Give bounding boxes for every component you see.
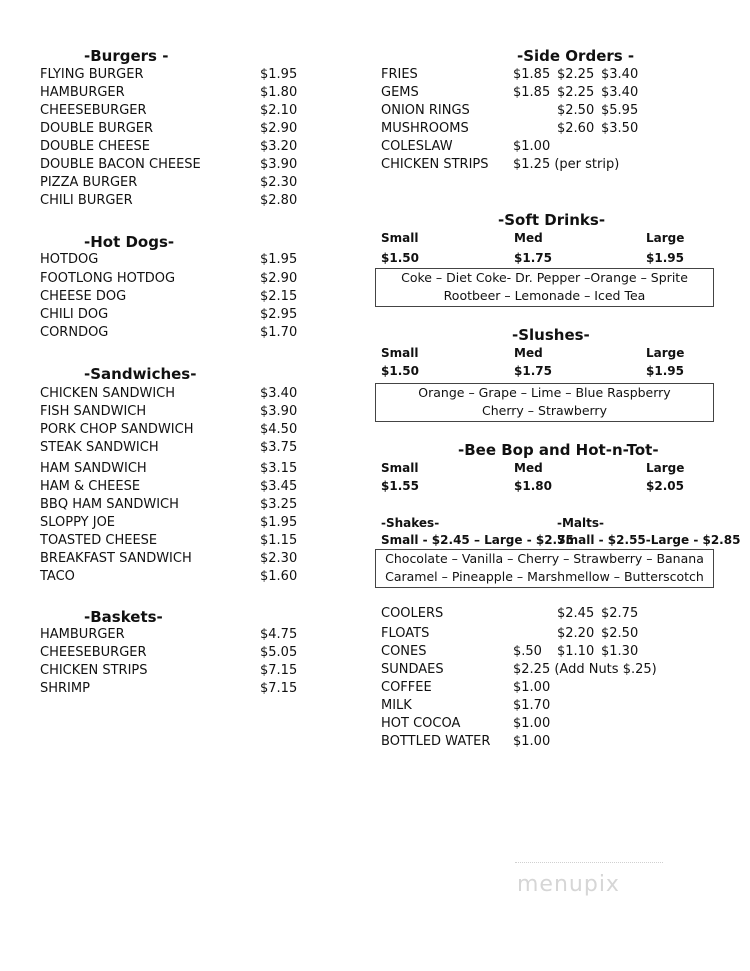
- menu-item-price: $2.10: [260, 103, 298, 118]
- slushes-price-small: $1.50: [381, 364, 419, 378]
- menu-item-name: FLYING BURGER: [40, 67, 144, 82]
- item-name: SUNDAES: [381, 662, 444, 677]
- item-price-1: $1.25 (per strip): [513, 157, 620, 172]
- slushes-size-large: Large: [646, 346, 685, 360]
- menu-item-price: $1.15: [260, 533, 298, 548]
- menu-item-name: CHICKEN SANDWICH: [40, 386, 176, 401]
- soft-drinks-price-large: $1.95: [646, 251, 684, 265]
- menu-item-price: $7.15: [260, 663, 298, 678]
- menu-item-name: CHILI BURGER: [40, 193, 133, 208]
- item-price-3: $2.75: [601, 606, 639, 621]
- menu-item-name: CHEESEBURGER: [40, 645, 147, 660]
- slushes-title: -Slushes-: [512, 326, 590, 344]
- menu-item-price: $1.95: [260, 67, 298, 82]
- soft-drinks-size-med: Med: [514, 231, 543, 245]
- menu-item-name: HAM SANDWICH: [40, 461, 147, 476]
- menu-item-price: $3.90: [260, 404, 298, 419]
- menu-item-name: DOUBLE BURGER: [40, 121, 154, 136]
- item-name: CONES: [381, 644, 427, 659]
- item-name: MUSHROOMS: [381, 121, 469, 136]
- menu-item-price: $3.20: [260, 139, 298, 154]
- item-price-2: $2.25: [557, 67, 595, 82]
- menu-item-name: SLOPPY JOE: [40, 515, 116, 530]
- item-price-3: $2.50: [601, 626, 639, 641]
- item-price-3: $3.50: [601, 121, 639, 136]
- item-price-2: $2.25: [557, 85, 595, 100]
- shakes-prices: Small - $2.45 – Large - $2.75: [381, 533, 574, 547]
- item-price-1: $.50: [513, 644, 542, 659]
- menu-item-name: CHEESE DOG: [40, 289, 127, 304]
- watermark-logo: menupix: [517, 872, 620, 897]
- menu-item-name: CORNDOG: [40, 325, 109, 340]
- menu-item-price: $3.75: [260, 440, 298, 455]
- item-name: GEMS: [381, 85, 419, 100]
- soft-drinks-title: -Soft Drinks-: [498, 211, 606, 229]
- menu-item-name: HAMBURGER: [40, 627, 125, 642]
- menu-item-name: HAM & CHEESE: [40, 479, 141, 494]
- menu-item-name: HOTDOG: [40, 252, 99, 267]
- slushes-flavors-line-1: Orange – Grape – Lime – Blue Raspberry: [418, 385, 671, 400]
- menu-item-price: $2.15: [260, 289, 298, 304]
- baskets-title: -Baskets-: [84, 608, 163, 626]
- menu-item-price: $1.95: [260, 515, 298, 530]
- menu-item-name: PORK CHOP SANDWICH: [40, 422, 194, 437]
- side-orders-title: -Side Orders -: [517, 47, 635, 65]
- item-price-1: $1.70: [513, 698, 551, 713]
- item-name: HOT COCOA: [381, 716, 461, 731]
- menu-item-price: $3.25: [260, 497, 298, 512]
- item-price-3: $5.95: [601, 103, 639, 118]
- item-name: BOTTLED WATER: [381, 734, 491, 749]
- item-name: COOLERS: [381, 606, 444, 621]
- item-price-1: $2.25 (Add Nuts $.25): [513, 662, 657, 677]
- bee-bop-size-small: Small: [381, 461, 419, 475]
- soft-drinks-size-small: Small: [381, 231, 419, 245]
- shakes-flavor-box: [375, 549, 714, 588]
- menu-item-price: $2.30: [260, 551, 298, 566]
- menu-item-price: $2.80: [260, 193, 298, 208]
- menu-item-name: SHRIMP: [40, 681, 90, 696]
- menu-item-price: $4.75: [260, 627, 298, 642]
- shakes-flavors-line-2: Caramel – Pineapple – Marshmellow – Butterscotch: [385, 569, 704, 584]
- menu-item-price: $7.15: [260, 681, 298, 696]
- item-price-1: $1.00: [513, 139, 551, 154]
- item-price-1: $1.00: [513, 734, 551, 749]
- menu-item-name: FISH SANDWICH: [40, 404, 147, 419]
- item-price-3: $3.40: [601, 67, 639, 82]
- item-price-2: $2.45: [557, 606, 595, 621]
- item-price-2: $2.50: [557, 103, 595, 118]
- menu-item-price: $5.05: [260, 645, 298, 660]
- burgers-title: -Burgers -: [84, 47, 169, 65]
- menu-item-price: $1.60: [260, 569, 298, 584]
- bee-bop-title: -Bee Bop and Hot-n-Tot-: [458, 441, 659, 459]
- menu-item-name: CHILI DOG: [40, 307, 109, 322]
- item-price-1: $1.85: [513, 67, 551, 82]
- malts-prices: Small - $2.55-Large - $2.85: [557, 533, 741, 547]
- item-price-1: $1.00: [513, 716, 551, 731]
- item-price-2: $2.60: [557, 121, 595, 136]
- menu-item-price: $1.80: [260, 85, 298, 100]
- item-name: COFFEE: [381, 680, 432, 695]
- menu-item-price: $2.90: [260, 121, 298, 136]
- menu-item-price: $2.95: [260, 307, 298, 322]
- bee-bop-size-med: Med: [514, 461, 543, 475]
- item-price-3: $1.30: [601, 644, 639, 659]
- shakes-flavors-line-1: Chocolate – Vanilla – Cherry – Strawberry – Banana: [385, 551, 704, 566]
- item-price-1: $1.00: [513, 680, 551, 695]
- item-price-3: $3.40: [601, 85, 639, 100]
- soft-drinks-price-small: $1.50: [381, 251, 419, 265]
- menu-item-name: BREAKFAST SANDWICH: [40, 551, 192, 566]
- menu-item-name: DOUBLE CHEESE: [40, 139, 151, 154]
- menu-item-price: $2.90: [260, 271, 298, 286]
- watermark-rule: [515, 862, 663, 863]
- bee-bop-price-small: $1.55: [381, 479, 419, 493]
- menu-item-price: $3.45: [260, 479, 298, 494]
- slushes-flavors-line-2: Cherry – Strawberry: [482, 403, 607, 418]
- item-price-1: $1.85: [513, 85, 551, 100]
- menu-item-name: TOASTED CHEESE: [40, 533, 158, 548]
- slushes-price-large: $1.95: [646, 364, 684, 378]
- slushes-flavor-box: [375, 383, 714, 422]
- bee-bop-size-large: Large: [646, 461, 685, 475]
- slushes-price-med: $1.75: [514, 364, 552, 378]
- bee-bop-price-large: $2.05: [646, 479, 684, 493]
- soft-drinks-flavors-line-1: Coke – Diet Coke- Dr. Pepper –Orange – Sprite: [401, 270, 688, 285]
- shakes-title: -Shakes-: [381, 516, 440, 530]
- slushes-size-small: Small: [381, 346, 419, 360]
- hotdogs-title: -Hot Dogs-: [84, 233, 175, 251]
- menu-item-price: $3.90: [260, 157, 298, 172]
- bee-bop-price-med: $1.80: [514, 479, 552, 493]
- menu-item-name: TACO: [40, 569, 75, 584]
- menu-item-price: $1.70: [260, 325, 298, 340]
- slushes-size-med: Med: [514, 346, 543, 360]
- item-name: ONION RINGS: [381, 103, 470, 118]
- menu-item-price: $4.50: [260, 422, 298, 437]
- soft-drinks-size-large: Large: [646, 231, 685, 245]
- soft-drinks-flavors-line-2: Rootbeer – Lemonade – Iced Tea: [443, 288, 646, 303]
- menu-item-price: $3.15: [260, 461, 298, 476]
- soft-drinks-price-med: $1.75: [514, 251, 552, 265]
- item-price-2: $2.20: [557, 626, 595, 641]
- menu-item-name: CHICKEN STRIPS: [40, 663, 148, 678]
- menu-item-name: BBQ HAM SANDWICH: [40, 497, 179, 512]
- menu-item-name: CHEESEBURGER: [40, 103, 147, 118]
- item-name: MILK: [381, 698, 412, 713]
- menu-item-price: $3.40: [260, 386, 298, 401]
- menu-item-price: $2.30: [260, 175, 298, 190]
- menu-item-name: DOUBLE BACON CHEESE: [40, 157, 201, 172]
- menu-item-name: FOOTLONG HOTDOG: [40, 271, 176, 286]
- menu-item-name: STEAK SANDWICH: [40, 440, 159, 455]
- item-name: FRIES: [381, 67, 418, 82]
- item-name: FLOATS: [381, 626, 430, 641]
- menu-item-name: HAMBURGER: [40, 85, 125, 100]
- menu-item-name: PIZZA BURGER: [40, 175, 138, 190]
- sandwiches-title: -Sandwiches-: [84, 365, 197, 383]
- soft-drinks-flavor-box: [375, 268, 714, 307]
- item-price-2: $1.10: [557, 644, 595, 659]
- malts-title: -Malts-: [557, 516, 604, 530]
- item-name: COLESLAW: [381, 139, 453, 154]
- item-name: CHICKEN STRIPS: [381, 157, 489, 172]
- menu-item-price: $1.95: [260, 252, 298, 267]
